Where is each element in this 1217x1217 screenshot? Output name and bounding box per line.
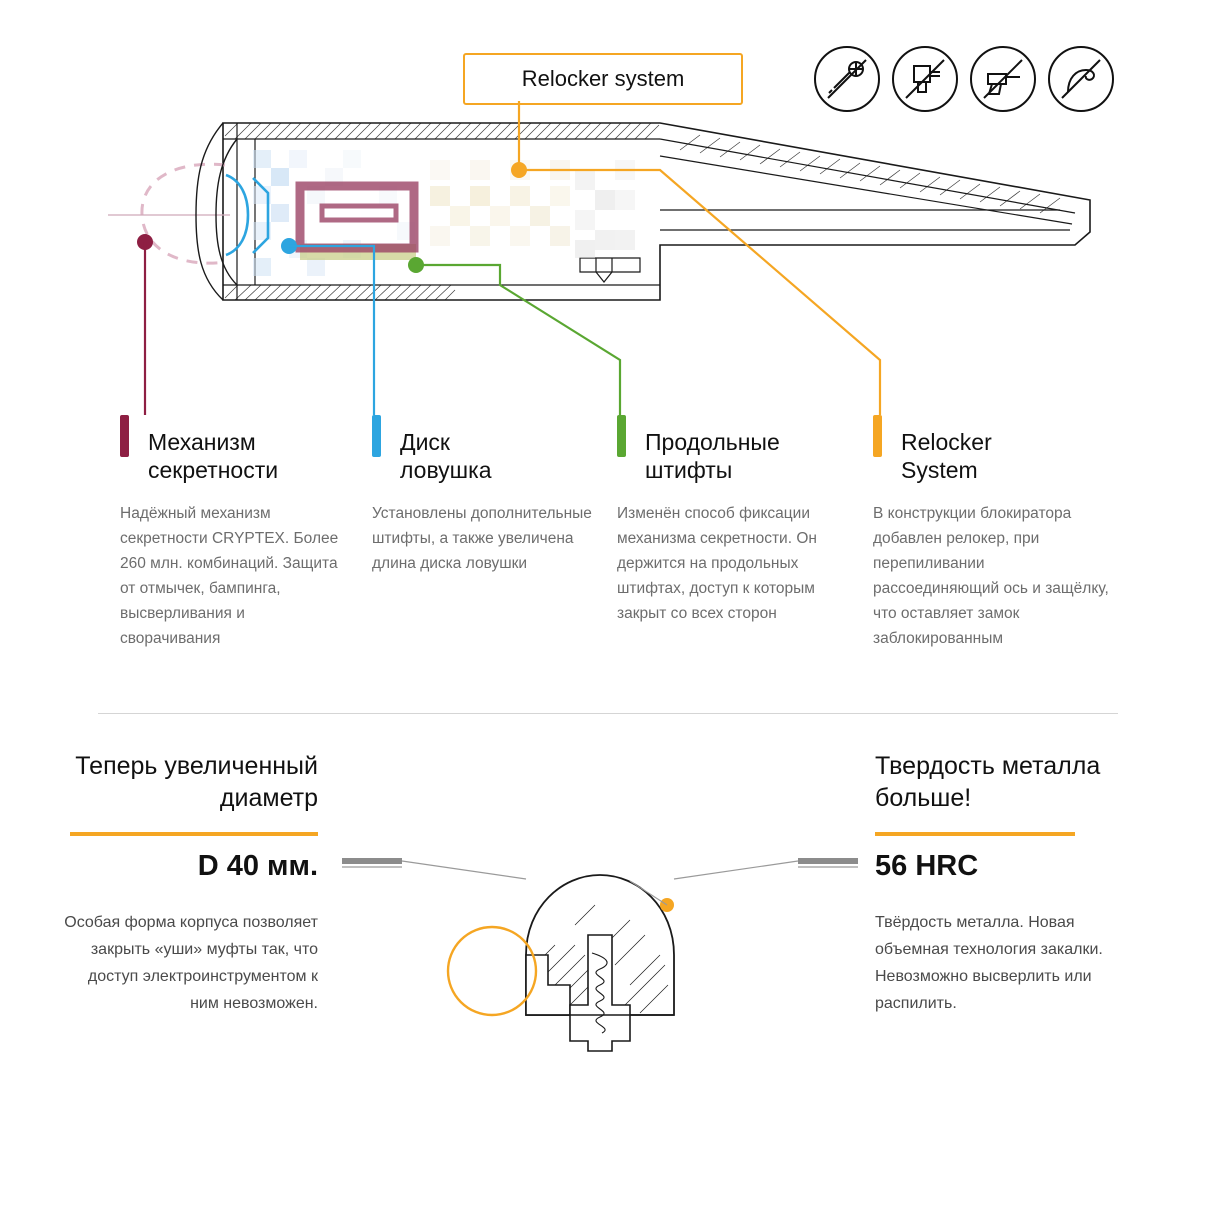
feature-title-line2: System (901, 457, 978, 483)
feature-title-line2: ловушка (400, 457, 492, 483)
diameter-description: Особая форма корпуса позволяет закрыть «уши» муфты так, что доступ электроинструментом к ним невозможен. (64, 914, 318, 1012)
hardness-value: 56 HRC (875, 850, 979, 882)
feature-columns (0, 415, 1217, 705)
hardness-description: Твёрдость металла. Новая объемная технология закалки. Невозможно высверлить или распилить. (875, 914, 1103, 1012)
feature-description: Установлены дополнительные штифты, а также увеличена длина диска ловушки (372, 505, 592, 572)
feature-title-line2: штифты (645, 457, 733, 483)
feature-accent-bar (372, 415, 381, 457)
diameter-value: D 40 мм. (197, 850, 318, 882)
feature-title (148, 428, 378, 484)
feature-trap-disc (372, 415, 592, 572)
feature-relocker-system (873, 415, 1109, 647)
hardness-rule (875, 832, 1075, 836)
diameter-block (60, 750, 318, 1017)
diameter-title: Теперь увеличенный диаметр (75, 752, 318, 812)
feature-description: Изменён способ фиксации механизма секретности. Он держится на продольных штифтах, доступ к которым закрыт со всех сторон (617, 505, 817, 622)
feature-title (901, 428, 1131, 484)
diameter-highlight-circle (448, 927, 536, 1015)
hardness-block (875, 750, 1135, 1017)
feature-title (645, 428, 875, 484)
feature-accent-bar (873, 415, 882, 457)
feature-title-line1: Продольные (645, 429, 780, 455)
feature-title-line1: Relocker (901, 429, 992, 455)
relocker-callout-label: Relocker system (521, 66, 685, 91)
knob-cross-section-illustration (330, 845, 870, 1065)
feature-title-line1: Механизм (148, 429, 256, 455)
feature-accent-bar (120, 415, 129, 457)
feature-accent-bar (617, 415, 626, 457)
feature-title-line2: секретности (148, 457, 279, 483)
feature-longitudinal-pins (617, 415, 817, 622)
feature-description: Надёжный механизм секретности CRYPTEX. Более 260 млн. комбинаций. Защита от отмычек, бампинга, высверливания и сворачивания (120, 505, 339, 647)
diameter-rule (70, 832, 318, 836)
feature-title-line1: Диск (400, 429, 450, 455)
feature-secret-mechanism (120, 415, 339, 647)
section-divider (98, 713, 1118, 714)
hardness-title: Твердость металла больше! (875, 752, 1101, 812)
feature-title (400, 428, 630, 484)
feature-description: В конструкции блокиратора добавлен релокер, при перепиливании рассоединяющий ось и защёлку, что оставляет замок заблокированным (873, 505, 1109, 647)
